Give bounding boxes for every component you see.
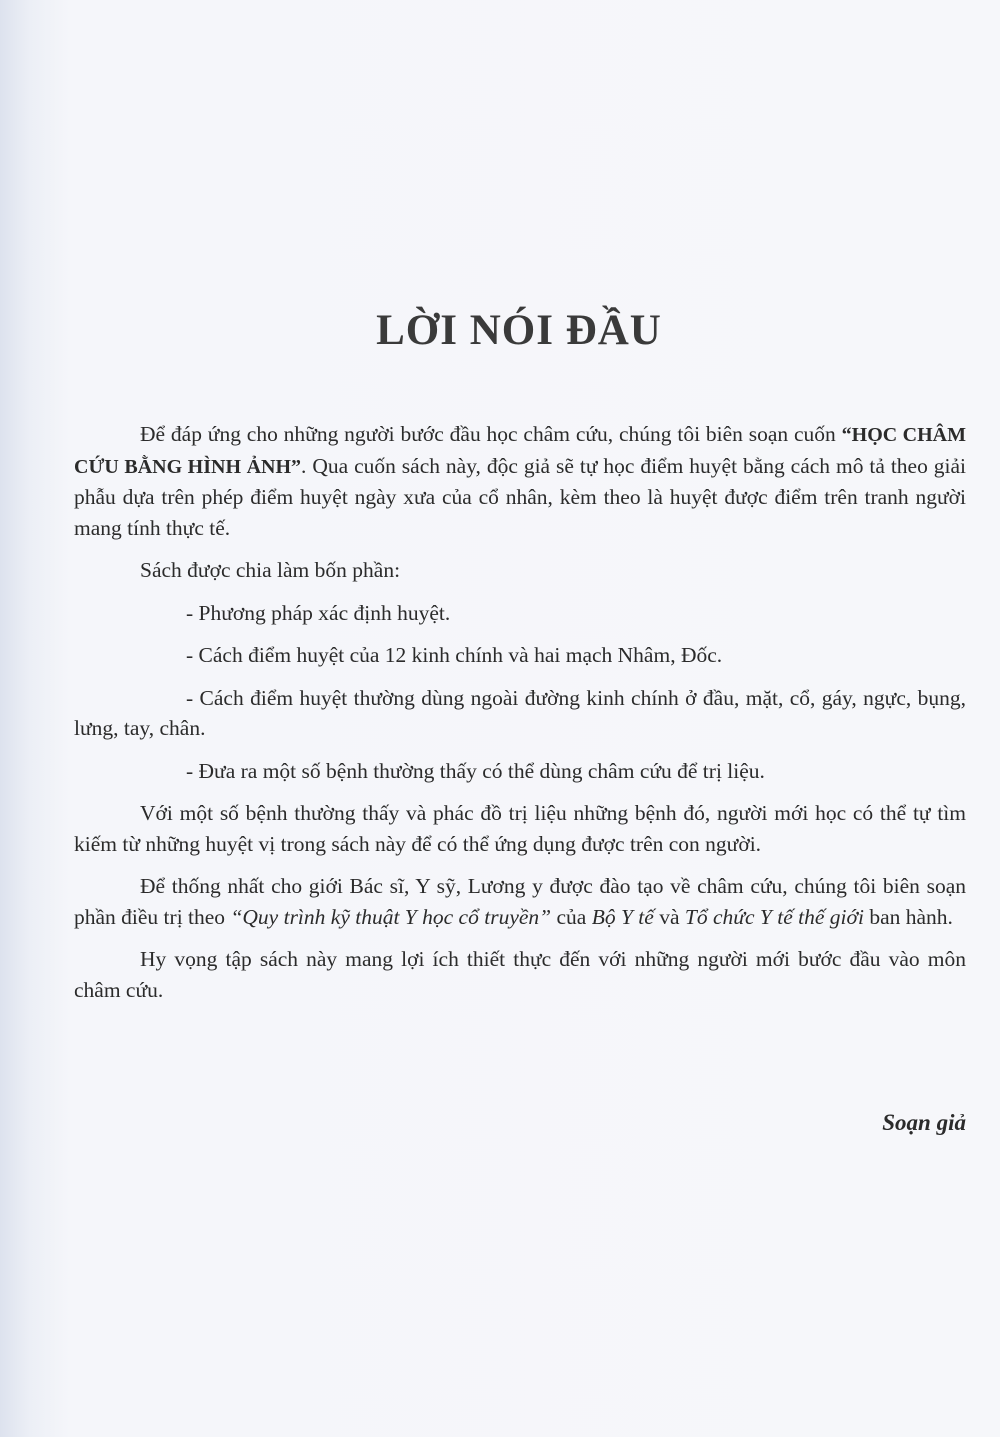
standard-lead: Để thống nhất cho giới Bác sĩ, Y sỹ, Lương y được đào tạo về châm cứu, chúng tôi biên soạn phần điều trị theo <box>74 874 966 929</box>
list-item: - Đưa ra một số bệnh thường thấy có thể dùng châm cứu để trị liệu. <box>186 758 765 783</box>
list-item: - Cách điểm huyệt của 12 kinh chính và hai mạch Nhâm, Đốc. <box>186 643 723 667</box>
parts-intro: Sách được chia làm bốn phần: <box>140 558 401 582</box>
intro-rest: . Qua cuốn sách này, độc giả sẽ tự học điểm huyệt bằng cách mô tả theo giải phẫu dựa trên phép điểm huyệt ngày xưa của cổ nhân, kèm theo là huyệt được điểm trên tranh người mang tính thực tế. <box>74 453 966 540</box>
list-item: - Phương pháp xác định huyệt. <box>186 600 451 625</box>
page-title: LỜI NÓI ĐẦU <box>376 307 662 354</box>
standard-paragraph <box>74 871 966 932</box>
list-item: - Cách điểm huyệt thường dùng ngoài đường kinh chính ở đầu, mặt, cổ, gáy, ngực, bụng, lưng, tay, chân. <box>74 685 966 740</box>
book-title: “HỌC CHÂM CỨU BẰNG HÌNH ẢNH” <box>74 424 966 478</box>
standard-and: và <box>653 904 685 929</box>
intro-lead: Để đáp ứng cho những người bước đầu học châm cứu, chúng tôi biên soạn cuốn <box>140 422 836 446</box>
hope-paragraph: Hy vọng tập sách này mang lợi ích thiết thực đến với những người mới bước đầu vào môn châm cứu. <box>74 947 966 1002</box>
standard-mid: của <box>551 904 592 929</box>
author-signature: Soạn giả <box>882 1110 966 1135</box>
who-name: Tổ chức Y tế thế giới <box>684 904 864 929</box>
standard-end: ban hành. <box>863 904 953 929</box>
preface-body <box>74 419 966 1017</box>
intro-paragraph <box>74 419 966 543</box>
ministry-name: Bộ Y tế <box>591 904 654 929</box>
diseases-paragraph: Với một số bệnh thường thấy và phác đồ trị liệu những bệnh đó, người mới học có thể tự tìm kiếm từ những huyệt vị trong sách này để có thể ứng dụng được trên con người. <box>74 801 966 856</box>
procedure-title: “Quy trình kỹ thuật Y học cổ truyền” <box>230 904 552 929</box>
